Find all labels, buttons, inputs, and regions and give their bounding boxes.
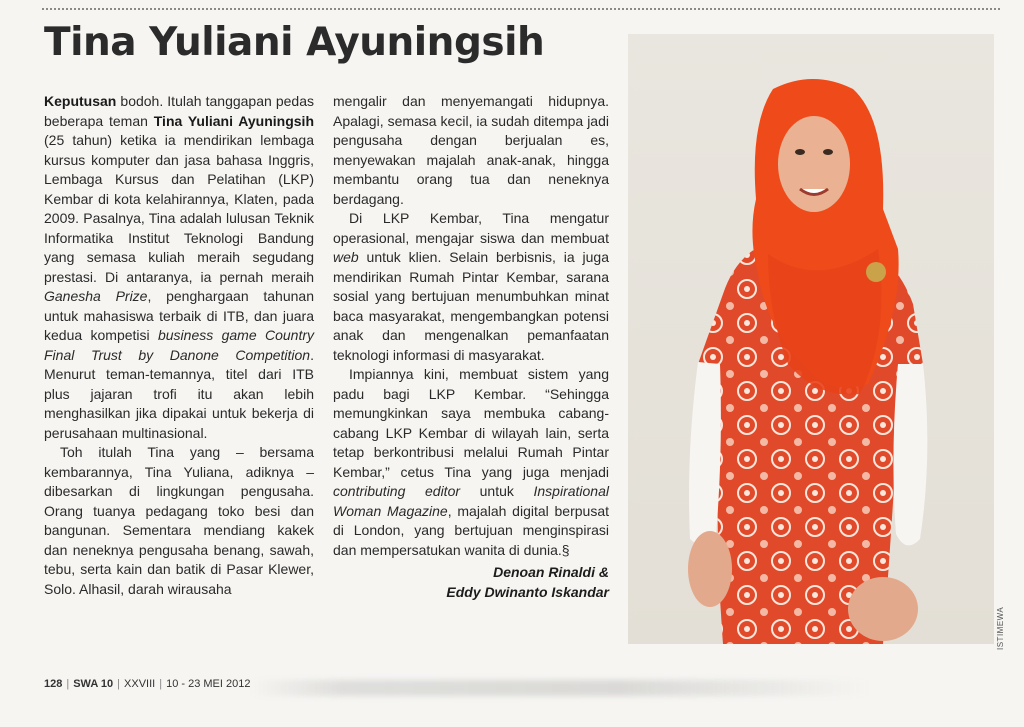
author-byline bbox=[333, 562, 609, 602]
article-title: Tina Yuliani Ayuningsih bbox=[44, 20, 545, 65]
portrait-illustration bbox=[628, 34, 994, 644]
subject-name: Tina Yuliani Ayuningsih bbox=[153, 112, 314, 129]
photo-credit: ISTIMEWA bbox=[996, 606, 1005, 650]
byline-line-2: Eddy Dwinanto Iskandar bbox=[446, 584, 609, 600]
byline-line-1: Denoan Rinaldi & bbox=[493, 564, 609, 580]
volume: XXVIII bbox=[124, 678, 156, 690]
article-column-2 bbox=[333, 92, 609, 602]
magazine-name: SWA 10 bbox=[73, 678, 114, 690]
page-footer: 128 | SWA 10 | XXVIII | 10 - 23 MEI 2012 bbox=[44, 678, 251, 690]
paragraph-1: Keputusan bodoh. Itulah tanggapan pedas beberapa teman Tina Yuliani Ayuningsih (25 tahun) ketika ia mendirikan lembaga kursus komputer dan jasa bahasa Inggris, Lembaga Kursus dan Pelatihan (LKP) Kembar di kota kelahirannya, Klaten, pada 2009. Pasalnya, Tina adalah lulusan Teknik Informatika Institut Teknologi Bandung yang semasa kuliah meraih segudang prestasi. Di antaranya, ia pernah meraih Ganesha Prize, penghargaan tahunan untuk mahasiswa terbaik di ITB, dan juara kedua kompetisi business game Country Final Trust by Danone Competition. Menurut teman-temannya, titel dari ITB plus jajaran trofi itu akan lebih menghasilkan jika dipakai untuk bekerja di perusahaan multinasional. bbox=[44, 93, 314, 441]
page-number: 128 bbox=[44, 678, 63, 690]
paragraph-4: Di LKP Kembar, Tina mengatur operasional, mengajar siswa dan membuat web untuk klien. Selain berbisnis, ia juga mendirikan Rumah Pintar Kembar, sarana sosial yang bertujuan menumbuhkan minat baca masyarakat, mengembangkan potensi anak dan mengenalkan pemanfaatan teknologi informasi di masyarakat. bbox=[333, 210, 609, 363]
portrait-photo bbox=[628, 34, 994, 644]
top-dotted-rule bbox=[42, 8, 1000, 10]
article-column-1 bbox=[44, 92, 314, 599]
lead-word: Keputusan bbox=[44, 93, 117, 109]
bleed-through-shadow bbox=[250, 680, 870, 696]
paragraph-5: Impiannya kini, membuat sistem yang padu bagi LKP Kembar. “Sehingga memungkinkan saya membuka cabang-cabang LKP Kembar di wilayah lain, serta tetap berkontribusi melalui Rumah Pintar Kembar,” cetus Tina yang juga menjadi contributing editor untuk Inspirational Woman Magazine, majalah digital berpusat di London, yang bertujuan menginspirasi dan mempersatukan wanita di dunia.§ bbox=[333, 366, 610, 558]
issue-date: 10 - 23 MEI 2012 bbox=[166, 678, 251, 690]
paragraph-3: mengalir dan menyemangati hidupnya. Apalagi, semasa kecil, ia sudah ditempa jadi pengusaha dengan berjualan es, menyewakan majalah anak-anak, hingga membantu orang tua dan neneknya berdagang. bbox=[333, 93, 609, 207]
paragraph-2: Toh itulah Tina yang – bersama kembarannya, Tina Yuliana, adiknya – dibesarkan di lingkungan pengusaha. Orang tuanya pedagang toko besi dan bangunan. Sementara mendiang kakek dan neneknya pengusaha benang, sawah, tebu, serta kain dan batik di Pasar Klewer, Solo. Alhasil, darah wirausaha bbox=[44, 444, 314, 597]
